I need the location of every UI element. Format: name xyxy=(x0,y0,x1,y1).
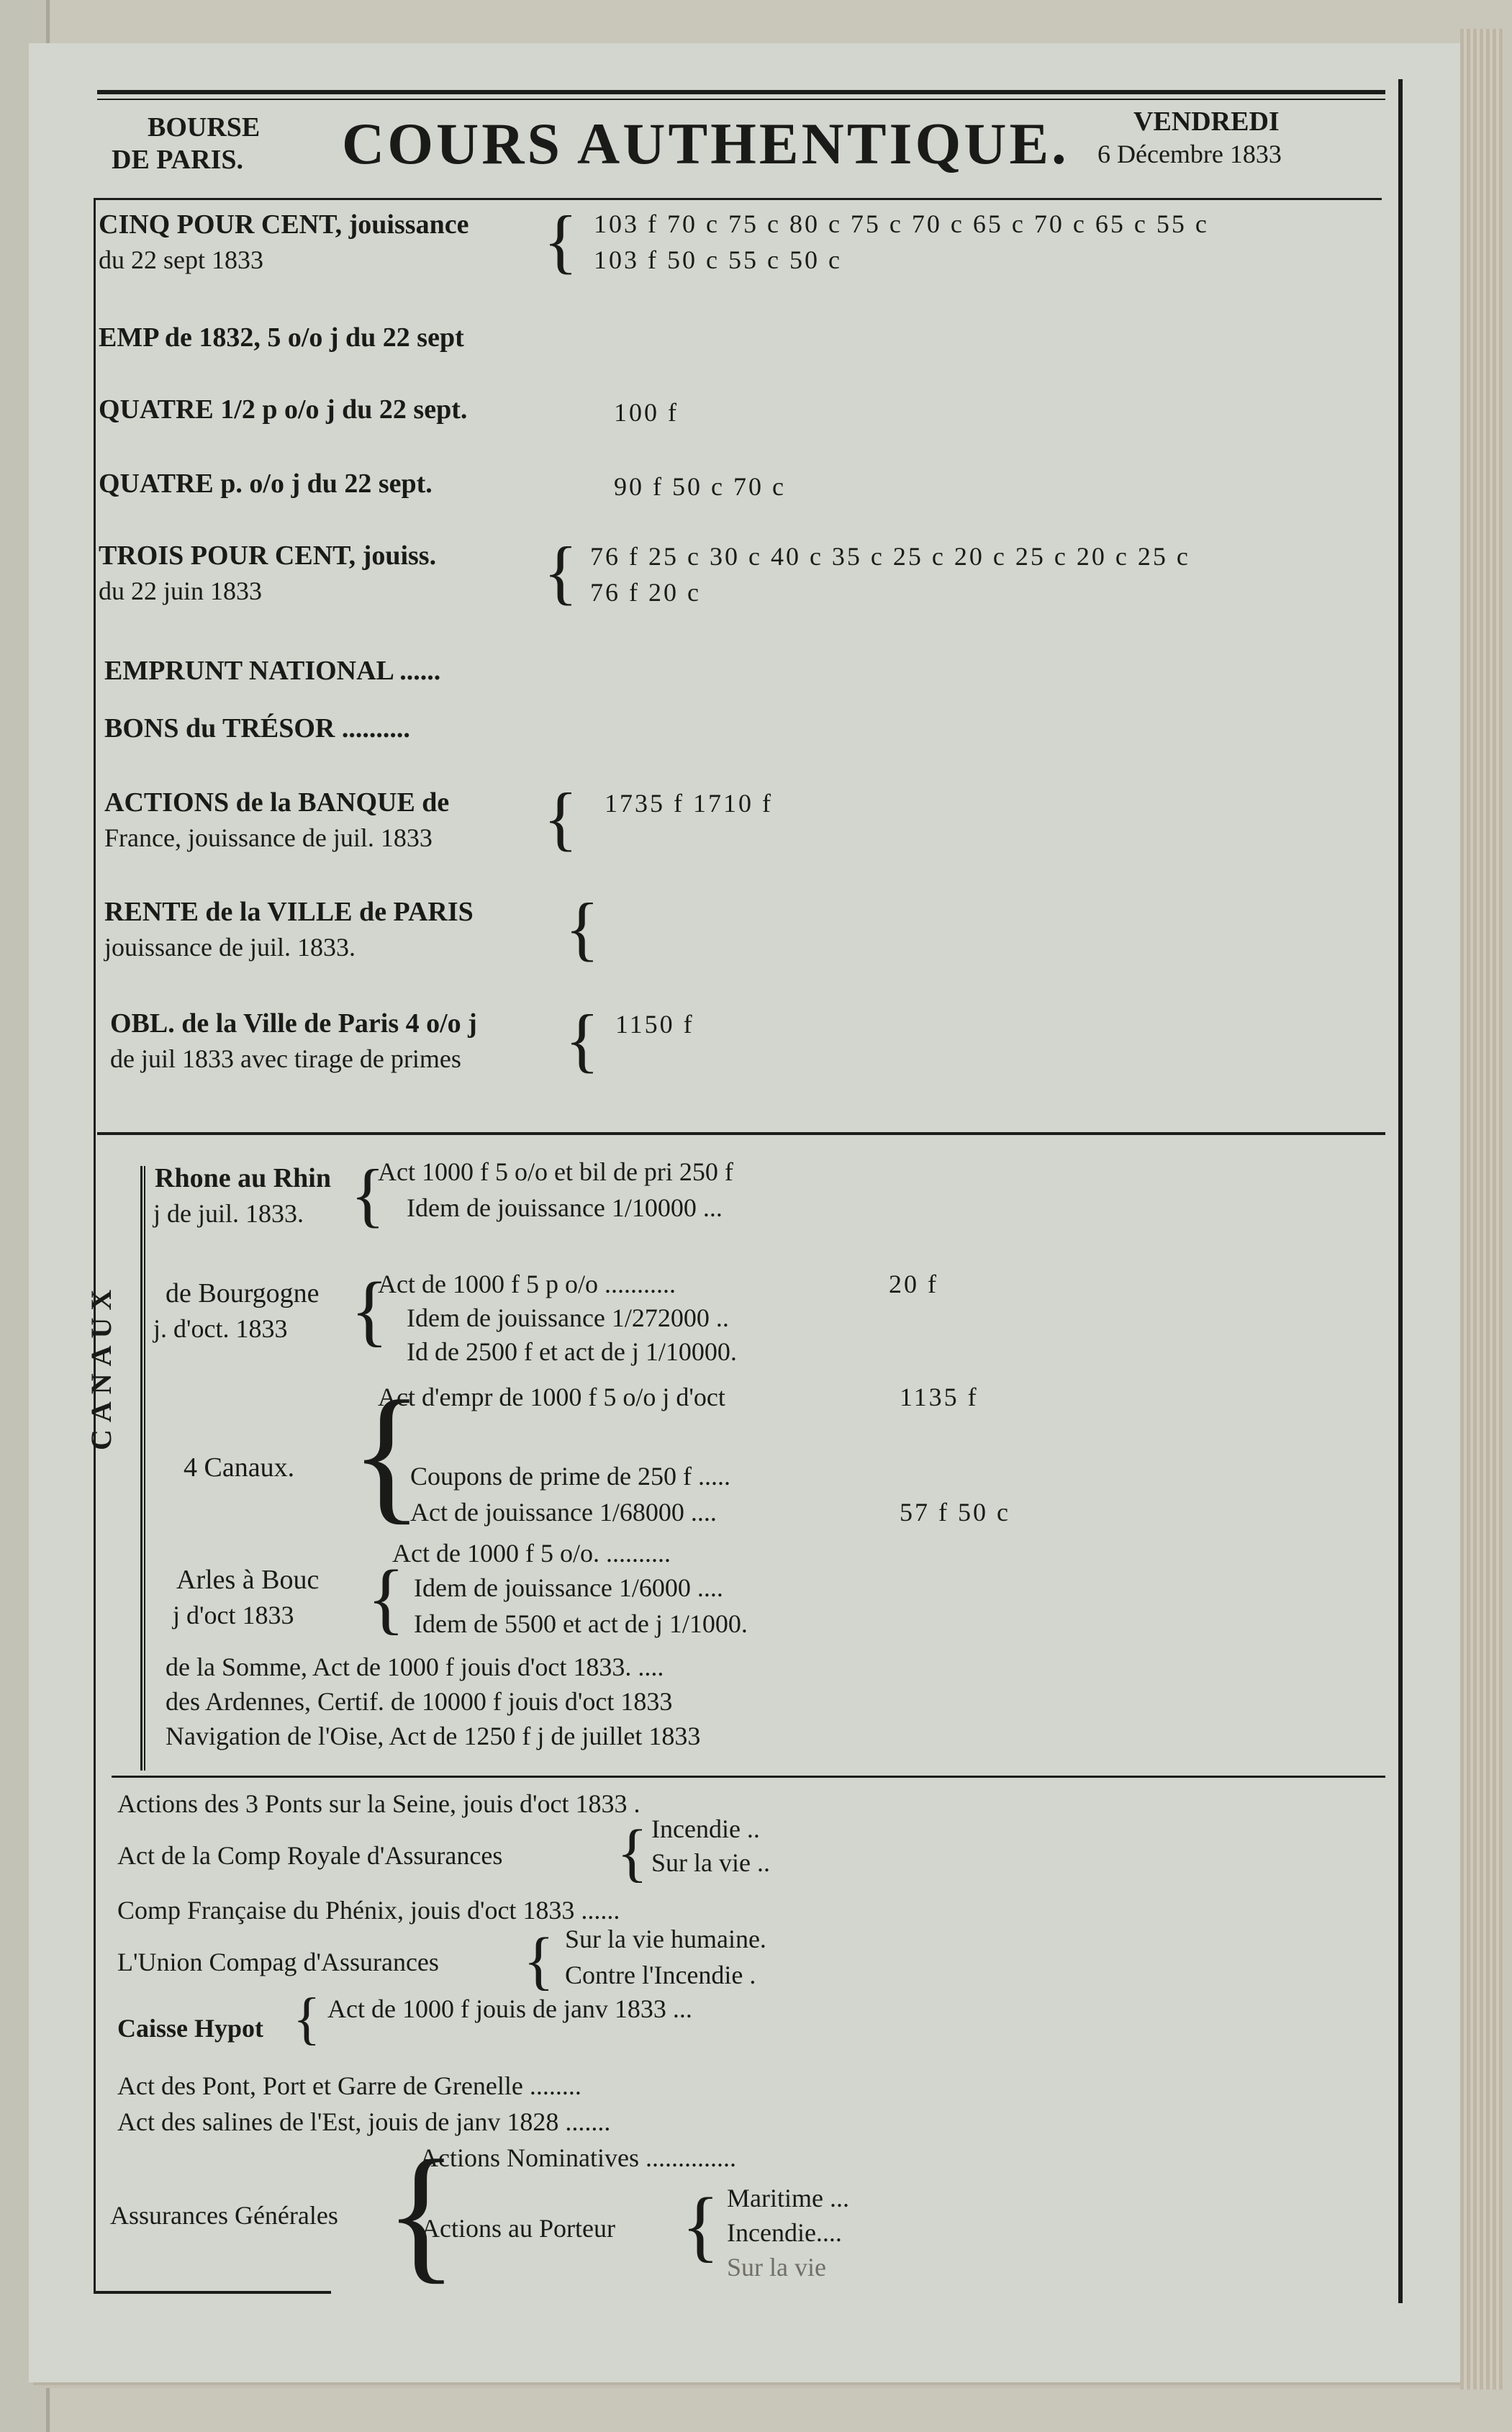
brace: { xyxy=(617,1817,648,1889)
header-rule xyxy=(94,198,1382,200)
canal-name: 4 Canaux. xyxy=(184,1452,295,1483)
canal-line: Idem de jouissance 1/6000 .... xyxy=(414,1573,723,1602)
canal-line: Idem de 5500 et act de j 1/1000. xyxy=(414,1609,748,1638)
bottom-rule xyxy=(94,2291,331,2294)
rente-price: 76 f 25 c 30 c 40 c 35 c 25 c 20 c 25 c 20 c 25 c xyxy=(590,542,1190,571)
page-title: COURS AUTHENTIQUE. xyxy=(342,111,1069,176)
autre-line: Actions Nominatives .............. xyxy=(420,2143,736,2172)
canal-sublabel: j d'oct 1833 xyxy=(173,1601,294,1629)
bulletin-frame xyxy=(68,90,1400,2307)
rente-label: QUATRE p. o/o j du 22 sept. xyxy=(99,469,433,499)
autre-line: Maritime ... xyxy=(727,2184,849,2212)
brace: { xyxy=(543,532,578,612)
canaux-top-rule xyxy=(97,1132,1385,1135)
canal-line: Coupons de prime de 250 f ..... xyxy=(410,1462,730,1491)
autre-line: Sur la vie xyxy=(727,2253,826,2282)
rente-price: 103 f 70 c 75 c 80 c 75 c 70 c 65 c 70 c 65 c 55 c xyxy=(594,209,1209,238)
brace: { xyxy=(385,2130,458,2297)
autre-line: Incendie.... xyxy=(727,2218,842,2247)
canal-line: Act de jouissance 1/68000 .... xyxy=(410,1498,717,1527)
canal-line: Idem de jouissance 1/10000 ... xyxy=(407,1193,723,1222)
brace: { xyxy=(682,2182,720,2269)
rente-label: ACTIONS de la BANQUE de xyxy=(104,787,450,818)
rente-sublabel: de juil 1833 avec tirage de primes xyxy=(110,1044,461,1073)
autre-label: L'Union Compag d'Assurances xyxy=(117,1948,439,1976)
brace: { xyxy=(565,888,599,968)
brace: { xyxy=(350,1370,423,1537)
rente-label: EMP de 1832, 5 o/o j du 22 sept xyxy=(99,322,464,353)
canal-price: 1135 f xyxy=(900,1383,979,1411)
canal-price: 57 f 50 c xyxy=(900,1498,1010,1527)
canal-name: de Bourgogne xyxy=(166,1278,320,1308)
autre-line: Actions des 3 Ponts sur la Seine, jouis d'oct 1833 . xyxy=(117,1789,640,1818)
rente-label: BONS du TRÉSOR .......... xyxy=(104,713,410,743)
autre-label: Act de la Comp Royale d'Assurances xyxy=(117,1841,503,1870)
autre-line: Act de 1000 f jouis de janv 1833 ... xyxy=(327,1994,692,2023)
canal-price: 20 f xyxy=(889,1270,938,1298)
canal-line: Act de 1000 f 5 o/o. .......... xyxy=(392,1539,671,1568)
autre-line: Comp Française du Phénix, jouis d'oct 1833 ...... xyxy=(117,1896,620,1925)
brace: { xyxy=(543,201,578,281)
top-rule xyxy=(97,90,1385,94)
autre-line: Contre l'Incendie . xyxy=(565,1961,756,1989)
canaux-inner-rule xyxy=(144,1166,145,1771)
autre-label: Caisse Hypot xyxy=(117,2014,264,2043)
canaux-side-rule xyxy=(140,1166,142,1771)
rente-price: 76 f 20 c xyxy=(590,578,701,607)
canal-line: Act 1000 f 5 o/o et bil de pri 250 f xyxy=(378,1157,733,1186)
canal-line: Act de 1000 f 5 p o/o ........... xyxy=(378,1270,676,1298)
brace: { xyxy=(367,1554,405,1642)
page-edges xyxy=(1460,29,1503,2390)
canal-sublabel: j. d'oct. 1833 xyxy=(153,1314,288,1343)
rente-label: QUATRE 1/2 p o/o j du 22 sept. xyxy=(99,394,468,425)
rente-label: OBL. de la Ville de Paris 4 o/o j xyxy=(110,1008,477,1039)
canal-name: Arles à Bouc xyxy=(176,1565,320,1595)
autre-line: Incendie .. xyxy=(651,1814,760,1843)
autre-line: Actions au Porteur xyxy=(421,2214,615,2243)
brace: { xyxy=(350,1266,389,1354)
rente-price: 90 f 50 c 70 c xyxy=(614,472,786,501)
canal-name: Rhone au Rhin xyxy=(155,1163,331,1193)
autre-line: Sur la vie .. xyxy=(651,1848,770,1877)
autre-line: Act des Pont, Port et Garre de Grenelle ........ xyxy=(117,2071,581,2100)
rente-price: 1150 f xyxy=(615,1010,694,1039)
autre-label: Assurances Générales xyxy=(110,2201,338,2230)
canal-line: Id de 2500 f et act de j 1/10000. xyxy=(407,1337,737,1366)
canal-line: Idem de jouissance 1/272000 .. xyxy=(407,1303,729,1332)
canal-line: Act d'empr de 1000 f 5 o/o j d'oct xyxy=(378,1383,725,1411)
header-left-line2: DE PARIS. xyxy=(112,145,243,175)
autre-line: Act des salines de l'Est, jouis de janv 1828 ....... xyxy=(117,2107,611,2136)
rente-price: 1735 f 1710 f xyxy=(605,789,773,818)
canaux-side-label: CANAUX xyxy=(85,1282,117,1450)
canal-line: Navigation de l'Oise, Act de 1250 f j de juillet 1833 xyxy=(166,1722,701,1750)
rente-label: RENTE de la VILLE de PARIS xyxy=(104,897,474,927)
brace: { xyxy=(565,1000,599,1080)
canaux-bottom-rule xyxy=(112,1776,1385,1778)
rente-price: 100 f xyxy=(614,398,679,427)
rente-sublabel: jouissance de juil. 1833. xyxy=(104,933,356,962)
rente-sublabel: France, jouissance de juil. 1833 xyxy=(104,823,433,852)
rente-price: 103 f 50 c 55 c 50 c xyxy=(594,245,842,274)
top-rule-thin xyxy=(97,99,1385,100)
brace: { xyxy=(523,1925,555,1997)
canal-line: des Ardennes, Certif. de 10000 f jouis d'oct 1833 xyxy=(166,1687,673,1716)
left-rule xyxy=(94,198,96,2292)
autre-line: Sur la vie humaine. xyxy=(565,1925,766,1953)
rente-label: TROIS POUR CENT, jouiss. xyxy=(99,541,437,571)
rente-label: EMPRUNT NATIONAL ...... xyxy=(104,656,441,686)
rente-sublabel: du 22 juin 1833 xyxy=(99,577,263,605)
canal-sublabel: j de juil. 1833. xyxy=(153,1199,304,1228)
brace: { xyxy=(543,778,578,858)
header-left-line1: BOURSE xyxy=(148,112,261,143)
brace: { xyxy=(350,1154,385,1234)
header-date: 6 Décembre 1833 xyxy=(1097,140,1282,168)
rente-label: CINQ POUR CENT, jouissance xyxy=(99,209,469,240)
brace: { xyxy=(293,1987,321,2051)
canal-line: de la Somme, Act de 1000 f jouis d'oct 1833. .... xyxy=(166,1653,664,1681)
header-day: VENDREDI xyxy=(1133,107,1280,137)
rente-sublabel: du 22 sept 1833 xyxy=(99,245,263,274)
right-rule xyxy=(1398,79,1403,2303)
